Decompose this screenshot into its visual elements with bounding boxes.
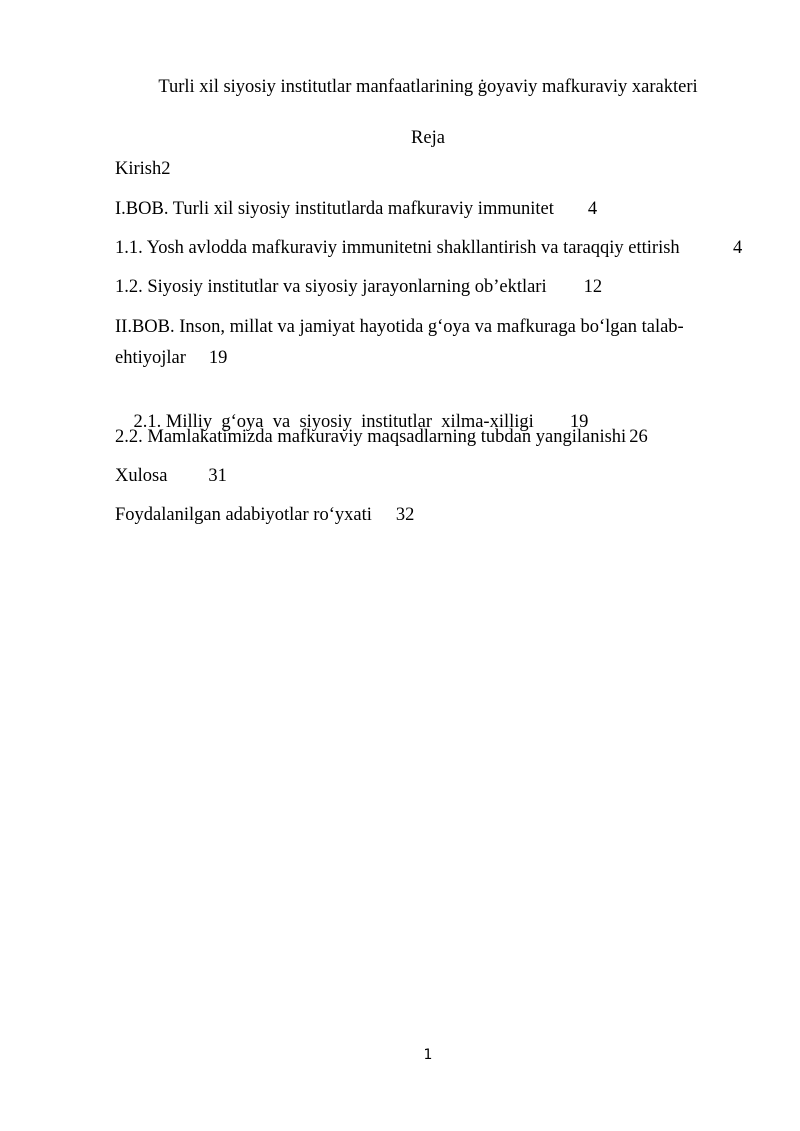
- toc-entry-text: I.BOB. Turli xil siyosiy institutlarda mafkuraviy immunitet: [115, 199, 554, 219]
- toc-entry-page: 2: [161, 159, 171, 179]
- toc-entry-page: 19: [569, 412, 589, 432]
- toc-entry-page: 26: [629, 427, 648, 447]
- toc-entry-references: [115, 503, 414, 527]
- toc-entry-page: 4: [733, 238, 743, 258]
- document-title: Turli xil siyosiy institutlar manfaatlarining ġoyaviy mafkuraviy xarakteri: [158, 77, 698, 97]
- toc-entry-text: Xulosa: [115, 466, 168, 486]
- toc-entry-page: 31: [208, 466, 227, 486]
- toc-entry-page: 32: [395, 505, 415, 525]
- document-subtitle: Reja: [411, 128, 445, 148]
- toc-entry-text: Kirish: [115, 159, 162, 179]
- toc-entry-text: ehtiyojlar: [115, 348, 186, 368]
- toc-entry-text: 1.2. Siyosiy institutlar va siyosiy jarayonlarning ob’ektlari: [115, 277, 547, 297]
- toc-entry-page: 19: [208, 348, 228, 368]
- toc-entry-chapter-1: [115, 197, 597, 221]
- page-number: 1: [423, 1047, 433, 1063]
- toc-entry-chapter-2-continued: [115, 346, 227, 370]
- toc-entry-page: 12: [583, 277, 603, 297]
- toc-entry-text: 1.1. Yosh avlodda mafkuraviy immunitetni shakllantirish va taraqqiy ettirish: [115, 238, 680, 258]
- toc-entry-page: 4: [587, 199, 598, 219]
- toc-entry-text: 2.2. Mamlakatimizda mafkuraviy maqsadlarning tubdan yangilanishi: [115, 427, 627, 447]
- toc-entry-text: II.BOB. Inson, millat va jamiyat hayotida g‘oya va mafkuraga bo‘lgan talab-: [115, 317, 684, 337]
- toc-entry-kirish: [115, 157, 171, 181]
- toc-entry-chapter-2: [115, 315, 684, 339]
- toc-entry-text: 2.1. Milliy g‘oya va siyosiy institutlar xilma-xilligi: [133, 412, 534, 432]
- toc-entry-section-1-2: [115, 275, 602, 299]
- toc-entry-text: Foydalanilgan adabiyotlar ro‘yxati: [115, 505, 372, 525]
- toc-entry-xulosa: [115, 464, 227, 488]
- toc-entry-section-2-2: [115, 425, 648, 449]
- toc-entry-section-1-1: [115, 236, 680, 260]
